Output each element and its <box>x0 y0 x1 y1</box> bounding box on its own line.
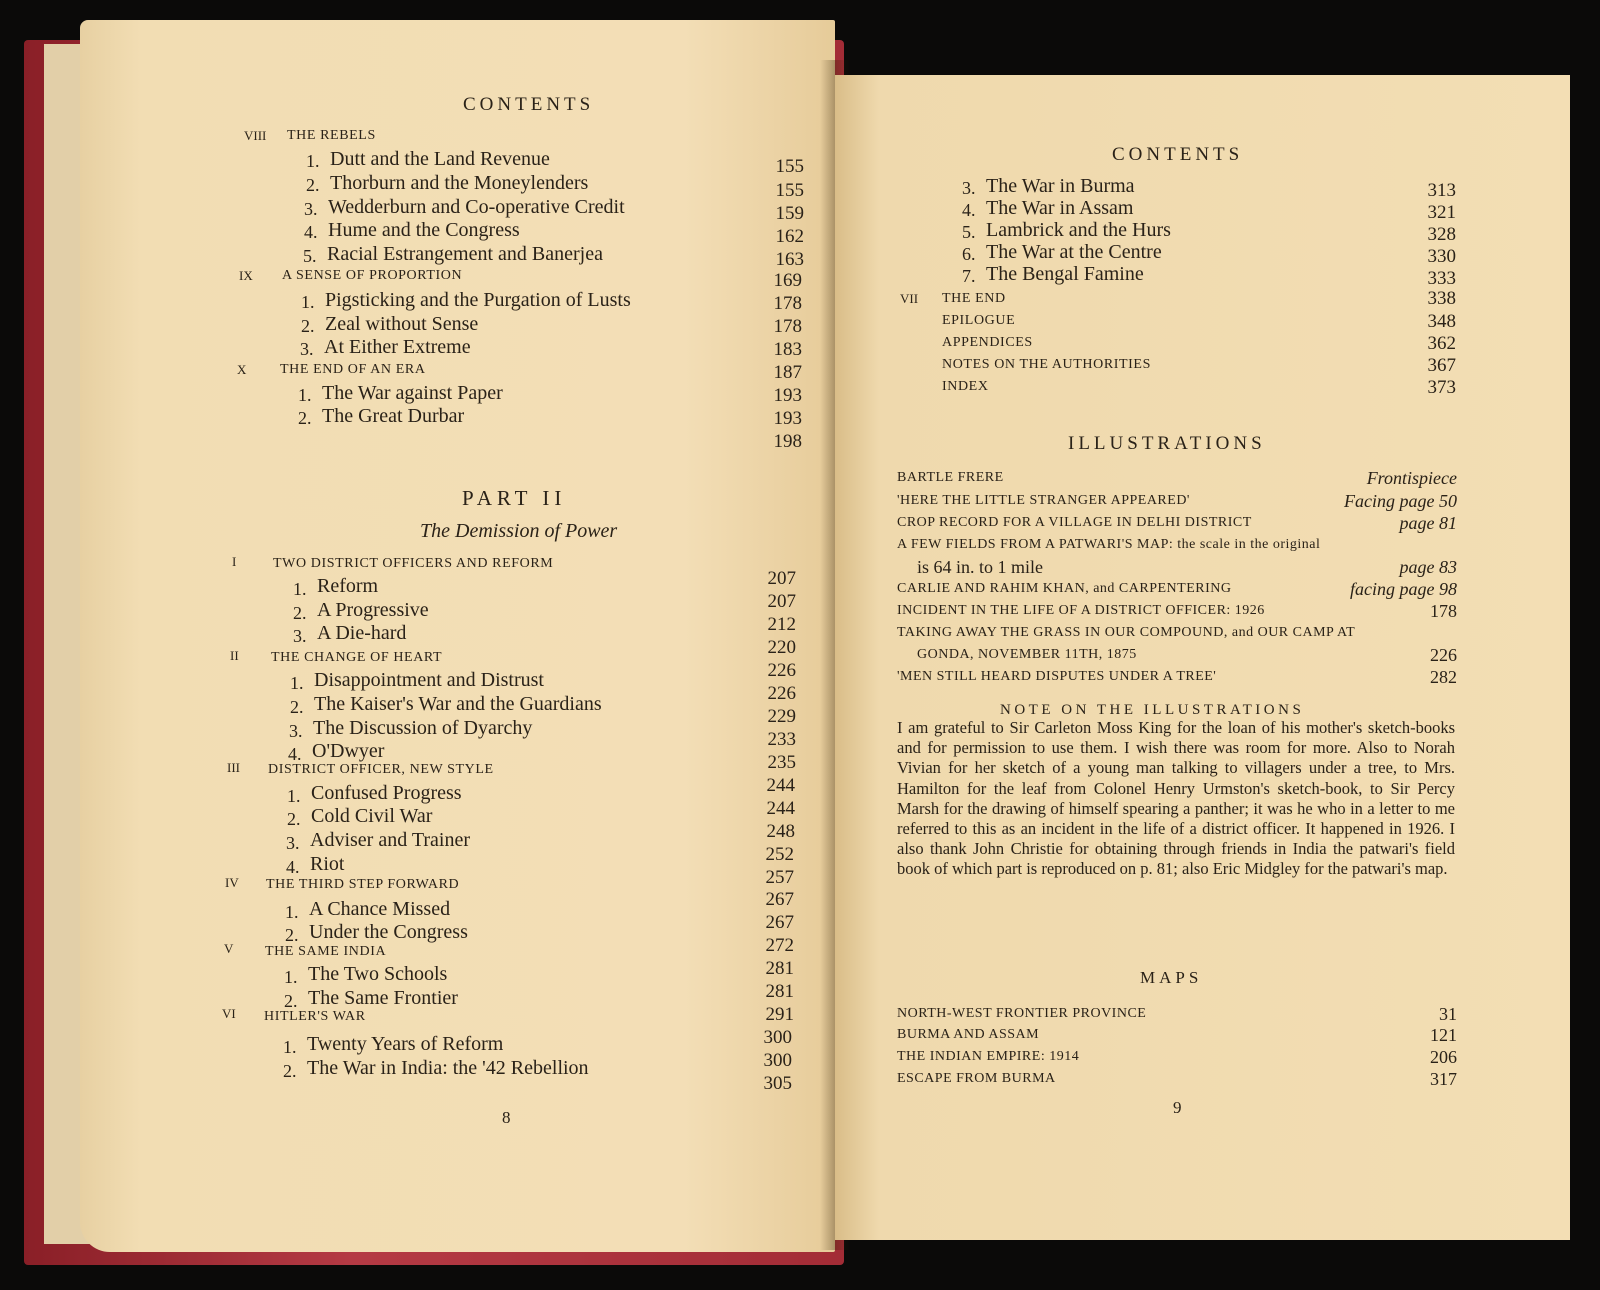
section-title: Riot <box>310 853 345 875</box>
chapter-numeral: II <box>230 648 239 663</box>
illustration-row <box>897 491 1457 509</box>
map-title: ESCAPE FROM BURMA <box>897 1071 1056 1086</box>
section-number: 1. <box>301 292 315 312</box>
illustration-row <box>897 579 1457 597</box>
illustration-caption: CARLIE AND RAHIM KHAN, and CARPENTERING <box>897 581 1232 596</box>
illustration-ref: 178 <box>1430 601 1457 621</box>
section-number: 3. <box>289 721 303 741</box>
page-number: 300 <box>763 1027 792 1048</box>
back-matter-title: THE END <box>942 291 1006 306</box>
page-number: 233 <box>767 729 796 750</box>
page-number: 220 <box>767 637 796 658</box>
map-page: 121 <box>1430 1025 1457 1045</box>
section-number: 7. <box>962 266 976 286</box>
page-number: 207 <box>767 568 796 589</box>
map-page: 31 <box>1439 1004 1457 1024</box>
page-number: 226 <box>767 683 796 704</box>
section-title: Pigsticking and the Purgation of Lusts <box>325 289 631 311</box>
page-number: 291 <box>765 1004 794 1025</box>
page-number: 155 <box>775 180 804 201</box>
illustration-caption: A FEW FIELDS FROM A PATWARI'S MAP: the scale in the original <box>897 537 1321 552</box>
section-number: 3. <box>304 199 318 219</box>
chapter-numeral: IX <box>239 268 253 283</box>
page-number: 338 <box>1427 288 1456 309</box>
section-number: 3. <box>300 339 314 359</box>
note-paragraph: I am grateful to Sir Carleton Moss King for the loan of his mother's sketch-books and for permission to use them. I wish there was room for more. Also to Norah Vivian for her sketch of a young man talking to villagers under a tree, to Mrs. Hamilton for the leaf from Colonel Henry Urmston's sketch-book, to Sir Percy Marsh for the drawing of himself spearing a panther; it was he who in a letter to me referred to this as an incident in the life of a district officer. It happened in 1926. I also thank John Christie for obtaining through friends in India the patwari's field book of which part is reproduced on p. 81; also Eric Midgley for the patwari's map. <box>897 718 1455 879</box>
illustration-caption-cont: GONDA, NOVEMBER 11TH, 1875 <box>917 647 1137 662</box>
chapter-title: THE CHANGE OF HEART <box>271 650 443 665</box>
section-title: The Great Durbar <box>322 405 465 427</box>
illustration-row <box>897 535 1457 553</box>
page-number: 159 <box>775 203 804 224</box>
section-title: The Same Frontier <box>308 987 458 1009</box>
section-number: 5. <box>303 246 317 266</box>
section-number: 2. <box>301 316 315 336</box>
section-title: Dutt and the Land Revenue <box>330 148 550 170</box>
illustration-caption-cont: is 64 in. to 1 mile <box>917 557 1043 577</box>
illustration-ref: 226 <box>1430 645 1457 665</box>
page-number: 244 <box>766 775 795 796</box>
chapter-numeral: I <box>232 554 237 569</box>
illustration-caption: 'MEN STILL HEARD DISPUTES UNDER A TREE' <box>897 669 1217 684</box>
section-number: 1. <box>298 385 312 405</box>
page-number: 207 <box>767 591 796 612</box>
page-number: 267 <box>765 912 794 933</box>
folio-left: 8 <box>502 1108 511 1127</box>
page-number: 267 <box>765 889 794 910</box>
illustration-ref: page 81 <box>1399 513 1457 533</box>
section-title: The Discussion of Dyarchy <box>313 717 533 739</box>
section-title: At Either Extreme <box>324 336 471 358</box>
section-title: The Bengal Famine <box>986 263 1144 285</box>
section-title: Hume and the Congress <box>328 219 520 241</box>
section-number: 5. <box>962 222 976 242</box>
section-number: 4. <box>962 200 976 220</box>
chapter-title: A SENSE OF PROPORTION <box>282 268 463 283</box>
section-number: 1. <box>284 967 298 987</box>
section-title: A Chance Missed <box>309 898 451 920</box>
chapter-title: HITLER'S WAR <box>264 1009 366 1024</box>
section-number: 2. <box>306 175 320 195</box>
illustration-row <box>897 468 1457 486</box>
page-number: 162 <box>775 226 804 247</box>
folio-right: 9 <box>1173 1098 1182 1117</box>
chapter-numeral: VII <box>900 291 919 306</box>
chapter-numeral: IV <box>225 875 239 890</box>
page-number: 252 <box>765 844 794 865</box>
page-number: 367 <box>1427 355 1456 376</box>
section-title: Wedderburn and Co-operative Credit <box>328 196 625 218</box>
illustration-row <box>897 601 1457 619</box>
page-number: 333 <box>1427 268 1456 289</box>
section-number: 1. <box>283 1037 297 1057</box>
section-title: Reform <box>317 575 379 597</box>
section-title: Under the Congress <box>309 921 468 943</box>
contents-heading-right: CONTENTS <box>1112 144 1244 165</box>
chapter-title: THE SAME INDIA <box>265 944 387 959</box>
section-title: Lambrick and the Hurs <box>986 219 1171 241</box>
back-matter-title: EPILOGUE <box>942 313 1016 328</box>
section-title: The War against Paper <box>322 382 503 404</box>
map-page: 317 <box>1430 1069 1457 1089</box>
page-number: 281 <box>765 981 794 1002</box>
section-number: 1. <box>306 151 320 171</box>
back-matter-title: INDEX <box>942 379 989 394</box>
section-number: 3. <box>286 833 300 853</box>
page-number: 193 <box>773 408 802 429</box>
page-number: 248 <box>766 821 795 842</box>
section-number: 2. <box>290 697 304 717</box>
illustration-row <box>897 623 1457 641</box>
chapter-numeral: X <box>237 362 247 377</box>
section-number: 6. <box>962 244 976 264</box>
section-title: The Two Schools <box>308 963 448 985</box>
page-number: 178 <box>773 316 802 337</box>
page-number: 328 <box>1427 224 1456 245</box>
page-number: 373 <box>1427 377 1456 398</box>
illustration-row <box>897 557 1457 578</box>
section-number: 1. <box>287 786 301 806</box>
illustration-caption: 'HERE THE LITTLE STRANGER APPEARED' <box>897 493 1190 508</box>
section-title: Racial Estrangement and Banerjea <box>327 243 603 265</box>
map-title: THE INDIAN EMPIRE: 1914 <box>897 1049 1080 1064</box>
illustration-ref: Frontispiece <box>1366 468 1457 488</box>
map-row <box>897 1049 1457 1065</box>
page-number: 169 <box>773 270 802 291</box>
section-title: The Kaiser's War and the Guardians <box>314 693 602 715</box>
illustration-ref: facing page 98 <box>1350 579 1457 599</box>
map-title: NORTH-WEST FRONTIER PROVINCE <box>897 1006 1147 1021</box>
page-number: 330 <box>1427 246 1456 267</box>
page-number: 257 <box>765 867 794 888</box>
page-number: 187 <box>773 362 802 383</box>
page-number: 272 <box>765 935 794 956</box>
chapter-title: DISTRICT OFFICER, NEW STYLE <box>268 762 494 777</box>
page-number: 183 <box>773 339 802 360</box>
part-heading: PART II <box>462 486 567 510</box>
section-title: Cold Civil War <box>311 805 433 827</box>
note-heading: NOTE ON THE ILLUSTRATIONS <box>1000 702 1305 718</box>
illustration-row <box>897 645 1457 663</box>
section-number: 4. <box>286 857 300 877</box>
chapter-title: THE REBELS <box>287 128 376 143</box>
page-number: 348 <box>1427 311 1456 332</box>
section-title: A Die-hard <box>317 622 407 644</box>
section-title: The War in Assam <box>986 197 1134 219</box>
section-number: 2. <box>293 603 307 623</box>
section-number: 2. <box>284 991 298 1011</box>
illustration-caption: CROP RECORD FOR A VILLAGE IN DELHI DISTRICT <box>897 515 1252 530</box>
page-number: 155 <box>775 156 804 177</box>
chapter-numeral: III <box>227 760 240 775</box>
back-matter-title: NOTES ON THE AUTHORITIES <box>942 357 1151 372</box>
section-title: Adviser and Trainer <box>310 829 470 851</box>
illustrations-heading: ILLUSTRATIONS <box>1068 433 1266 454</box>
page-number: 212 <box>767 614 796 635</box>
page-number: 235 <box>767 752 796 773</box>
page-number: 198 <box>773 431 802 452</box>
section-title: Twenty Years of Reform <box>307 1033 504 1055</box>
illustration-ref: Facing page 50 <box>1344 491 1457 511</box>
section-title: Zeal without Sense <box>325 313 479 335</box>
map-page: 206 <box>1430 1047 1457 1067</box>
section-title: Thorburn and the Moneylenders <box>330 172 589 194</box>
page-number: 244 <box>766 798 795 819</box>
illustration-caption: BARTLE FRERE <box>897 470 1004 485</box>
map-row <box>897 1006 1457 1022</box>
map-title: BURMA AND ASSAM <box>897 1027 1040 1042</box>
page-number: 281 <box>765 958 794 979</box>
section-number: 1. <box>285 902 299 922</box>
illustration-caption: TAKING AWAY THE GRASS IN OUR COMPOUND, and OUR CAMP AT <box>897 625 1356 640</box>
illustration-caption: INCIDENT IN THE LIFE OF A DISTRICT OFFICER: 1926 <box>897 603 1265 618</box>
section-title: A Progressive <box>317 599 429 621</box>
section-number: 2. <box>298 408 312 428</box>
illustration-row <box>897 513 1457 531</box>
page-number: 163 <box>775 249 804 270</box>
section-number: 4. <box>288 744 302 764</box>
section-number: 3. <box>293 626 307 646</box>
illustration-ref: page 83 <box>1399 557 1457 577</box>
chapter-title: THE END OF AN ERA <box>280 362 426 377</box>
back-matter-title: APPENDICES <box>942 335 1033 350</box>
section-number: 2. <box>285 925 299 945</box>
section-number: 1. <box>293 579 307 599</box>
section-title: The War at the Centre <box>986 241 1162 263</box>
chapter-numeral: V <box>224 941 234 956</box>
section-title: Disappointment and Distrust <box>314 669 544 691</box>
section-title: The War in India: the '42 Rebellion <box>307 1057 589 1079</box>
page-number: 229 <box>767 706 796 727</box>
page-number: 178 <box>773 293 802 314</box>
page-number: 313 <box>1427 180 1456 201</box>
section-number: 4. <box>304 222 318 242</box>
map-row <box>897 1027 1457 1043</box>
illustration-row <box>897 667 1457 685</box>
chapter-numeral: VIII <box>244 128 267 143</box>
page-number: 226 <box>767 660 796 681</box>
maps-heading: MAPS <box>1140 968 1203 987</box>
chapter-title: TWO DISTRICT OFFICERS AND REFORM <box>273 556 554 571</box>
section-number: 2. <box>283 1061 297 1081</box>
page-number: 193 <box>773 385 802 406</box>
section-title: O'Dwyer <box>312 740 385 762</box>
page-number: 362 <box>1427 333 1456 354</box>
part-subtitle: The Demission of Power <box>420 520 618 542</box>
page-number: 305 <box>763 1073 792 1094</box>
chapter-numeral: VI <box>222 1006 236 1021</box>
section-title: The War in Burma <box>986 175 1135 197</box>
section-number: 3. <box>962 178 976 198</box>
page-number: 300 <box>763 1050 792 1071</box>
section-title: Confused Progress <box>311 782 462 804</box>
contents-heading-left: CONTENTS <box>463 94 595 115</box>
section-number: 2. <box>287 809 301 829</box>
chapter-title: THE THIRD STEP FORWARD <box>266 877 460 892</box>
map-row <box>897 1071 1457 1087</box>
illustration-ref: 282 <box>1430 667 1457 687</box>
page-number: 321 <box>1427 202 1456 223</box>
section-number: 1. <box>290 673 304 693</box>
